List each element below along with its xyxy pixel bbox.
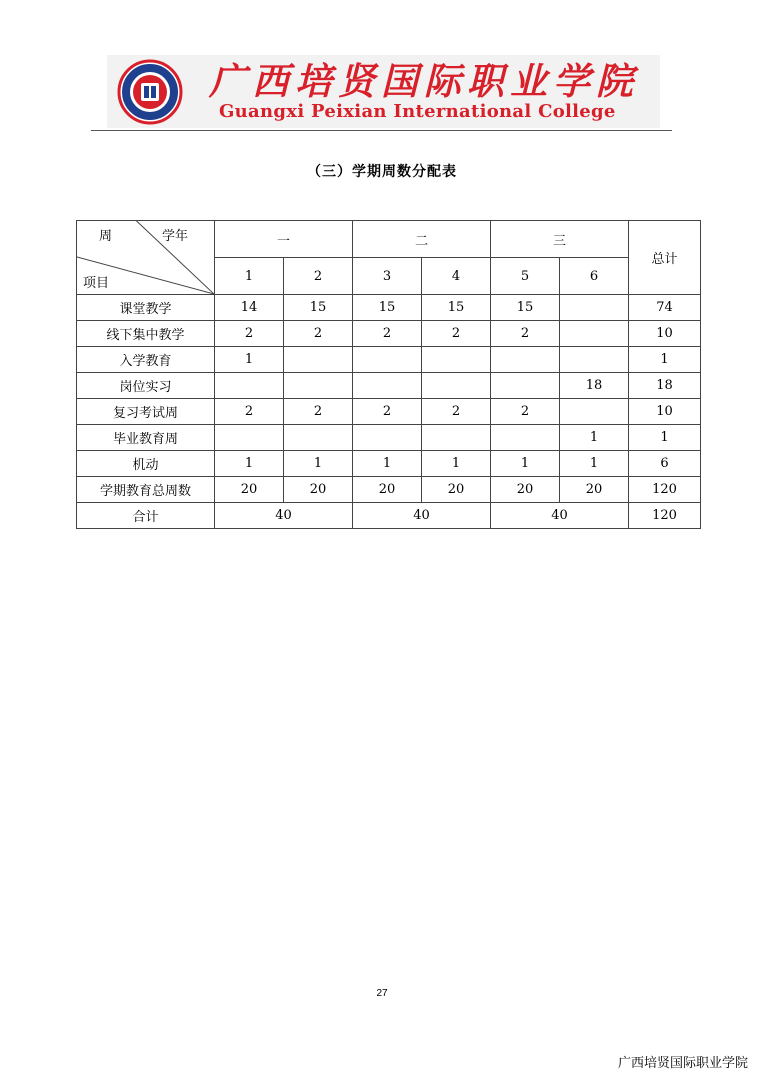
table-row: [77, 451, 701, 477]
value-cell: 15: [491, 295, 560, 321]
table-row: [77, 373, 701, 399]
value-cell: [215, 425, 284, 451]
row-total-cell: 6: [629, 451, 701, 477]
row-label: 毕业教育周: [77, 425, 215, 451]
brand-name-english: Guangxi Peixian International College: [219, 101, 616, 122]
value-cell: 15: [353, 295, 422, 321]
semester-header: 1: [215, 258, 284, 295]
row-total-cell: 10: [629, 321, 701, 347]
value-cell: [284, 373, 353, 399]
value-cell: 2: [215, 321, 284, 347]
semester-header: 5: [491, 258, 560, 295]
value-cell: 20: [422, 477, 491, 503]
corner-label-week: 周: [99, 229, 113, 244]
row-label: 复习考试周: [77, 399, 215, 425]
semester-header: 2: [284, 258, 353, 295]
value-cell: 2: [353, 399, 422, 425]
semester-weeks-table: [76, 220, 701, 529]
table-body: [77, 295, 701, 503]
value-cell: [560, 295, 629, 321]
grand-total-cell: 120: [629, 503, 701, 529]
semester-header: 4: [422, 258, 491, 295]
value-cell: 1: [422, 451, 491, 477]
corner-label-year: 学年: [161, 229, 188, 244]
diagonal-header-cell: [77, 221, 215, 295]
table-row: [77, 425, 701, 451]
total-header: 总计: [629, 221, 701, 295]
table-row: [77, 477, 701, 503]
value-cell: [284, 347, 353, 373]
value-cell: 2: [491, 321, 560, 347]
year-header: 三: [491, 221, 629, 258]
value-cell: 2: [491, 399, 560, 425]
value-cell: [284, 425, 353, 451]
row-label: 机动: [77, 451, 215, 477]
value-cell: 1: [560, 451, 629, 477]
semester-header: 3: [353, 258, 422, 295]
college-seal-icon: [117, 59, 183, 125]
value-cell: 20: [215, 477, 284, 503]
value-cell: 1: [560, 425, 629, 451]
row-label: 合计: [77, 503, 215, 529]
value-cell: [422, 373, 491, 399]
brand-name-chinese: 广西培贤国际职业学院: [209, 59, 639, 103]
value-cell: 15: [422, 295, 491, 321]
table-row: [77, 399, 701, 425]
row-total-cell: 74: [629, 295, 701, 321]
value-cell: 2: [422, 399, 491, 425]
value-cell: 2: [284, 399, 353, 425]
year-total-cell: 40: [215, 503, 353, 529]
sum-row: [77, 503, 701, 529]
value-cell: [560, 347, 629, 373]
value-cell: [491, 373, 560, 399]
table-row: [77, 321, 701, 347]
value-cell: 2: [284, 321, 353, 347]
value-cell: [491, 347, 560, 373]
corner-label-item: 项目: [83, 276, 110, 291]
value-cell: 18: [560, 373, 629, 399]
value-cell: [215, 373, 284, 399]
year-total-cell: 40: [491, 503, 629, 529]
value-cell: [560, 321, 629, 347]
value-cell: [560, 399, 629, 425]
row-total-cell: 1: [629, 425, 701, 451]
table-title: （三）学期周数分配表: [307, 164, 457, 180]
value-cell: 1: [215, 451, 284, 477]
year-total-cell: 40: [353, 503, 491, 529]
row-total-cell: 18: [629, 373, 701, 399]
value-cell: 20: [353, 477, 422, 503]
value-cell: 20: [491, 477, 560, 503]
value-cell: [353, 347, 422, 373]
value-cell: [491, 425, 560, 451]
row-total-cell: 10: [629, 399, 701, 425]
row-label: 学期教育总周数: [77, 477, 215, 503]
value-cell: 20: [560, 477, 629, 503]
college-banner: [107, 55, 660, 128]
value-cell: 2: [353, 321, 422, 347]
semester-header: 6: [560, 258, 629, 295]
row-total-cell: 120: [629, 477, 701, 503]
table-row: [77, 347, 701, 373]
value-cell: 2: [422, 321, 491, 347]
row-label: 线下集中教学: [77, 321, 215, 347]
year-header: 二: [353, 221, 491, 258]
year-header: 一: [215, 221, 353, 258]
footer-institution: 广西培贤国际职业学院: [617, 1056, 748, 1071]
row-label: 岗位实习: [77, 373, 215, 399]
page-number: 27: [376, 988, 388, 999]
row-total-cell: 1: [629, 347, 701, 373]
value-cell: [353, 425, 422, 451]
header-rule: [91, 130, 672, 131]
value-cell: 15: [284, 295, 353, 321]
row-label: 入学教育: [77, 347, 215, 373]
value-cell: 2: [215, 399, 284, 425]
value-cell: 1: [353, 451, 422, 477]
value-cell: 14: [215, 295, 284, 321]
value-cell: [422, 347, 491, 373]
value-cell: 1: [491, 451, 560, 477]
value-cell: 1: [215, 347, 284, 373]
value-cell: [422, 425, 491, 451]
row-label: 课堂教学: [77, 295, 215, 321]
value-cell: 20: [284, 477, 353, 503]
table-row: [77, 295, 701, 321]
value-cell: [353, 373, 422, 399]
value-cell: 1: [284, 451, 353, 477]
